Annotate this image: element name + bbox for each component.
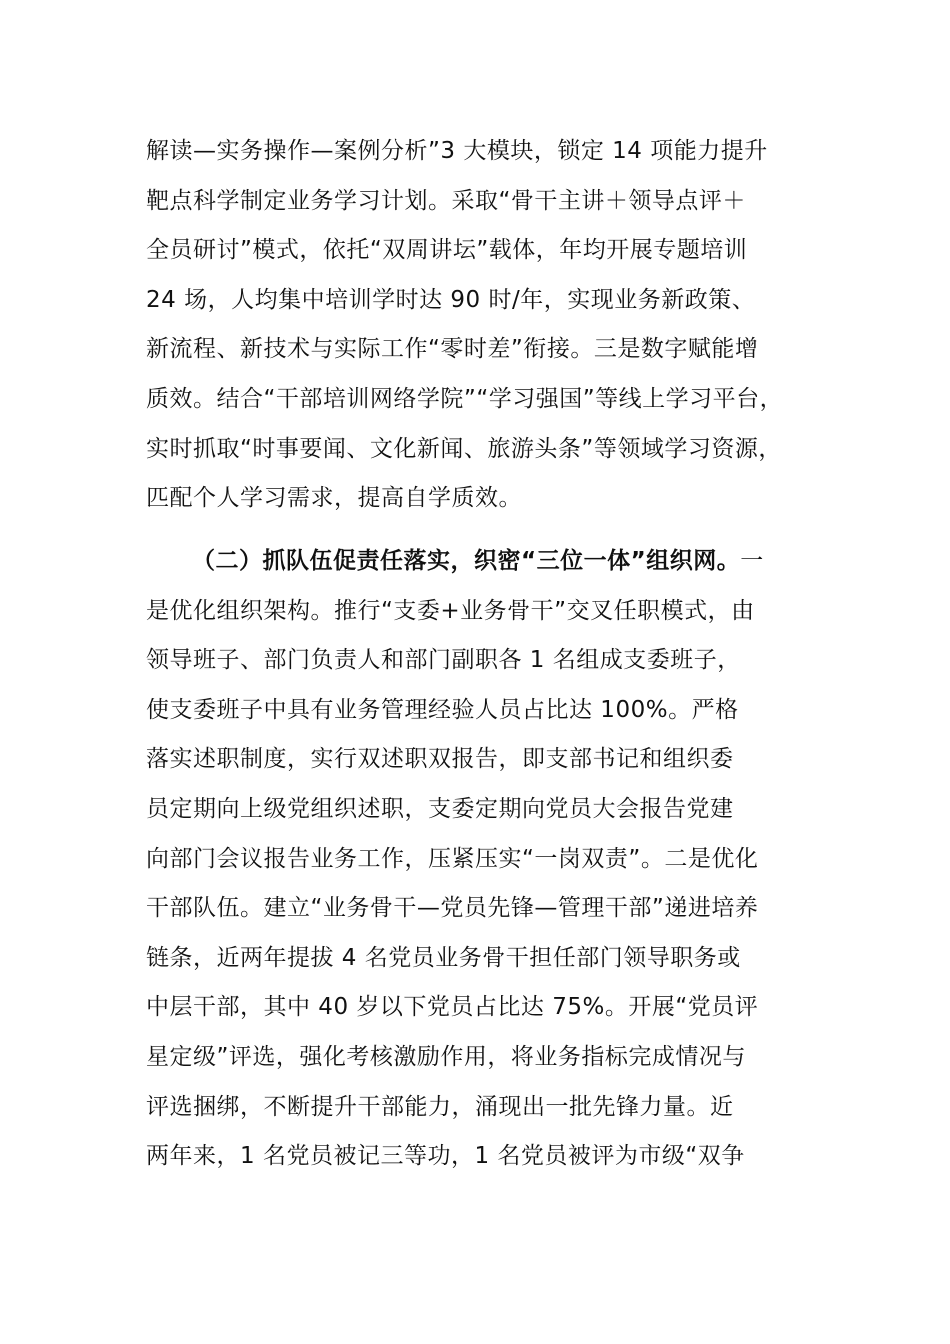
text-line: 质效。结合“干部培训网络学院”“学习强国”等线上学习平台， (146, 385, 784, 412)
text-line: 两年来，1 名党员被记三等功，1 名党员被评为市级“双争 (146, 1143, 745, 1170)
text-line: 新流程、新技术与实际工作“零时差”衔接。三是数字赋能增 (146, 336, 759, 363)
text-line: 落实述职制度，实行双述职双报告，即支部书记和组织委 (146, 746, 734, 773)
text-line: 评选捆绑，不断提升干部能力，涌现出一批先锋力量。近 (146, 1093, 734, 1120)
heading-continuation: 一 (740, 548, 764, 574)
text-line: 解读—实务操作—案例分析”3 大模块，锁定 14 项能力提升 (146, 138, 768, 164)
text-line: 中层干部，其中 40 岁以下党员占比达 75%。开展“党员评 (146, 994, 759, 1021)
paragraph-training (146, 127, 836, 524)
text-line: 员定期向上级党组织述职，支委定期向党员大会报告党建 (146, 795, 734, 822)
text-line: 靶点科学制定业务学习计划。采取“骨干主讲＋领导点评＋ (146, 187, 746, 214)
text-line: 星定级”评选，强化考核激励作用，将业务指标完成情况与 (146, 1043, 746, 1070)
text-line: 使支委班子中具有业务管理经验人员占比达 100%。严格 (146, 696, 739, 723)
text-line: 向部门会议报告业务工作，压紧压实“一岗双责”。二是优化 (146, 845, 759, 872)
paragraph-team-building (146, 537, 836, 1182)
text-line: 实时抓取“时事要闻、文化新闻、旅游头条”等领域学习资源， (146, 435, 782, 462)
text-line: 是优化组织架构。推行“支委+业务骨干”交叉任职模式，由 (146, 597, 755, 624)
text-line: 干部队伍。建立“业务骨干—党员先锋—管理干部”递进培养 (146, 895, 759, 922)
text-line: 领导班子、部门负责人和部门副职各 1 名组成支委班子， (146, 647, 741, 674)
text-line: 24 场，人均集中培训学时达 90 时/年，实现业务新政策、 (146, 286, 756, 313)
text-line: 链条，近两年提拔 4 名党员业务骨干担任部门领导职务或 (146, 944, 741, 971)
text-line: 匹配个人学习需求，提高自学质效。 (146, 485, 522, 512)
text-line-first (146, 537, 836, 587)
text-line: 全员研讨”模式，依托“双周讲坛”载体，年均开展专题培训 (146, 237, 748, 264)
section-heading: （二）抓队伍促责任落实，织密“三位一体”组织网。 (192, 548, 741, 574)
